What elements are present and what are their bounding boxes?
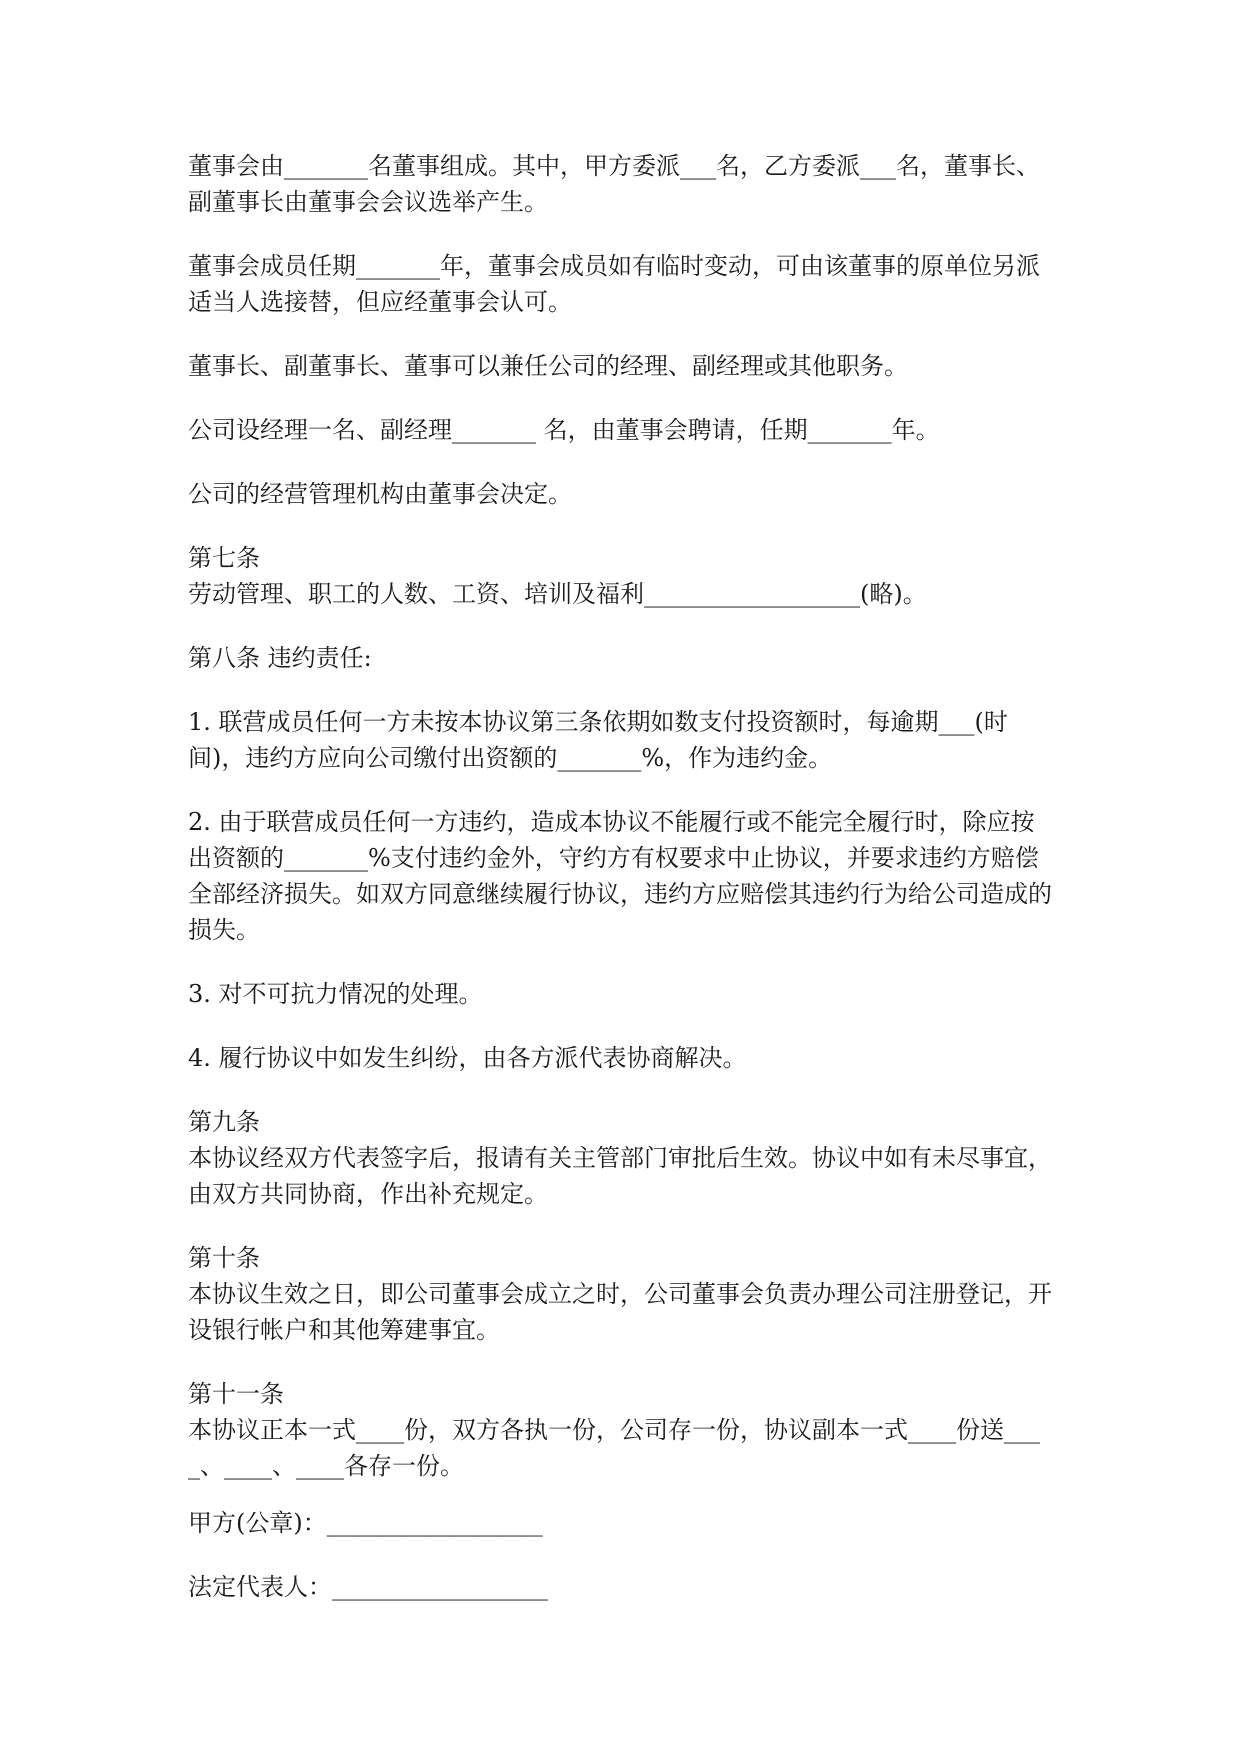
article-10	[188, 1240, 1058, 1348]
legal-representative-line: 法定代表人：__________________	[188, 1573, 548, 1601]
party-a-seal-line: 甲方(公章)：__________________	[188, 1509, 543, 1537]
article-8-item-2: 2. 由于联营成员任何一方违约，造成本协议不能履行或不能完全履行时，除应按出资额的_______%支付违约金外，守约方有权要求中止协议，并要求违约方赔偿全部经济损失。如双方同意继续履行协议，违约方应赔偿其违约行为给公司造成的损失。	[188, 808, 1052, 944]
article-7-body: 劳动管理、职工的人数、工资、培训及福利__________________(略)。	[188, 580, 927, 608]
signature-block	[188, 1505, 1058, 1633]
article-9-heading: 第九条	[188, 1108, 260, 1136]
paragraph-concurrent-posts: 董事长、副董事长、董事可以兼任公司的经理、副经理或其他职务。	[188, 352, 908, 380]
article-9	[188, 1104, 1058, 1212]
article-8-item-3: 3. 对不可抗力情况的处理。	[188, 980, 483, 1008]
article-11	[188, 1376, 1058, 1484]
article-8-item-4: 4. 履行协议中如发生纠纷，由各方派代表协商解决。	[188, 1044, 747, 1072]
article-10-body: 本协议生效之日，即公司董事会成立之时，公司董事会负责办理公司注册登记，开设银行帐户和其他筹建事宜。	[188, 1280, 1052, 1344]
paragraph-manager-appointment: 公司设经理一名、副经理_______ 名，由董事会聘请，任期_______年。	[188, 416, 940, 444]
article-8-heading: 第八条 违约责任:	[188, 644, 372, 672]
paragraph-board-term: 董事会成员任期_______年，董事会成员如有临时变动，可由该董事的原单位另派适当人选接替，但应经董事会认可。	[188, 252, 1040, 316]
article-10-heading: 第十条	[188, 1244, 260, 1272]
paragraph-board-composition: 董事会由_______名董事组成。其中，甲方委派___名，乙方委派___名，董事长、副董事长由董事会会议选举产生。	[188, 152, 1040, 216]
article-8-item-1: 1. 联营成员任何一方未按本协议第三条依期如数支付投资额时，每逾期___(时间)，违约方应向公司缴付出资额的_______%，作为违约金。	[188, 708, 1008, 772]
article-7-heading: 第七条	[188, 544, 260, 572]
paragraph-management-structure: 公司的经营管理机构由董事会决定。	[188, 480, 572, 508]
document-page	[188, 148, 1058, 1512]
article-9-body: 本协议经双方代表签字后，报请有关主管部门审批后生效。协议中如有未尽事宜，由双方共同协商，作出补充规定。	[188, 1144, 1052, 1208]
article-7	[188, 540, 1058, 612]
article-11-heading: 第十一条	[188, 1380, 284, 1408]
article-11-body: 本协议正本一式____份，双方各执一份，公司存一份，协议副本一式____份送____、____、____各存一份。	[188, 1416, 1040, 1480]
